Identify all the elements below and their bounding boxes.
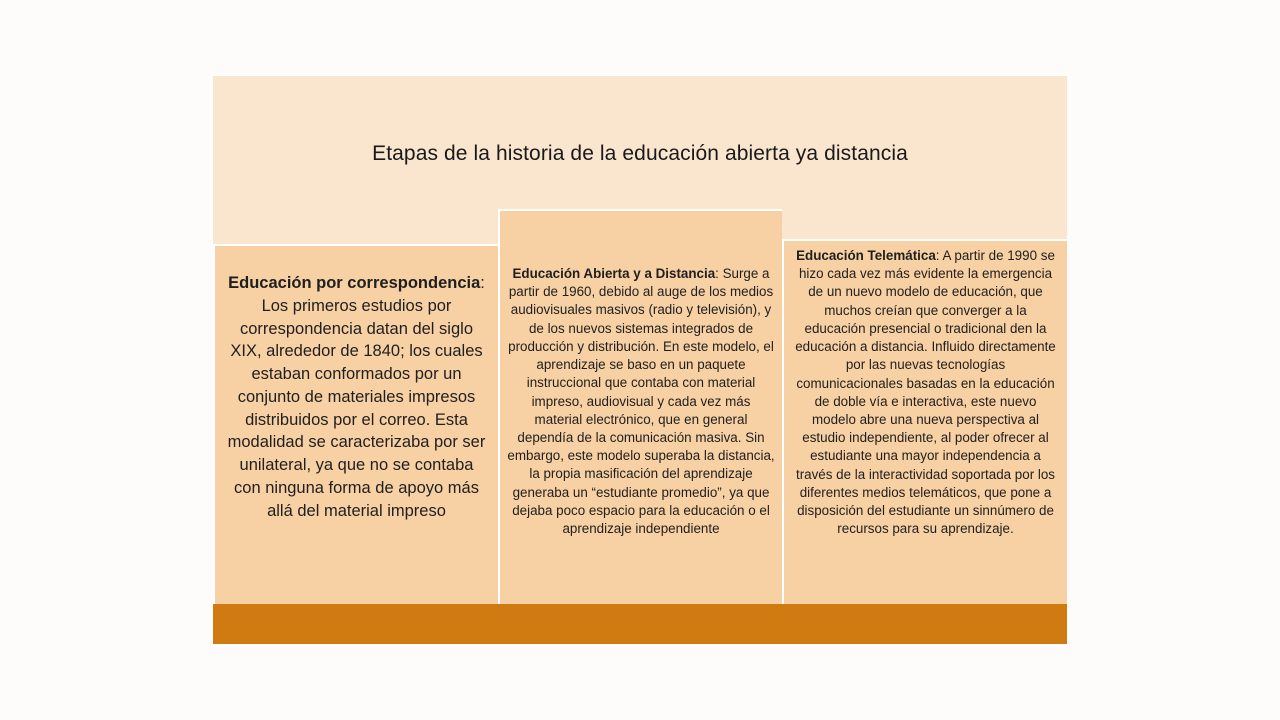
diagram-title: Etapas de la historia de la educación abierta ya distancia [372, 142, 908, 165]
base-bar [213, 604, 1067, 644]
step-title: Educación Abierta y a Distancia [512, 266, 716, 281]
step-title: Educación Telemática [796, 248, 936, 263]
step-body: : A partir de 1990 se hizo cada vez más evidente la emergencia de un nuevo modelo de educación, que muchos creían que converger a la educación presencial o tradicional den la educación a distancia. Influido directamente por las nuevas tecnologías comunicacionales basadas en la educación de doble vía e interactiva, este nuevo modelo abre una nueva perspectiva al estudio independiente, al poder ofrecer al estudiante una mayor independencia a través de la interactividad soportada por los diferentes medios telemáticos, que pone a disposición del estudiante un sinnúmero de recursos para su aprendizaje. [795, 248, 1056, 537]
step-title: Educación por correspondencia [228, 274, 481, 292]
step-body: : Surge a partir de 1960, debido al auge de los medios audiovisuales masivos (radio y televisión), y de los nuevos sistemas integrados de producción y distribución. En este modelo, el aprendizaje se baso en un paquete instruccional que contaba con material impreso, audiovisual y cada vez más material electrónico, que en general dependía de la comunicación masiva. Sin embargo, este modelo superaba la distancia, la propia masificación del aprendizaje generaba un “estudiante promedio”, ya que dejaba poco espacio para la educación o el aprendizaje independiente [507, 266, 775, 537]
step-abierta-distancia [498, 209, 782, 604]
step-telematica [782, 239, 1067, 604]
step-body: : Los primeros estudios por correspondencia datan del siglo XIX, alrededor de 1840; los cuales estaban conformados por un conjunto de materiales impresos distribuidos por el correo. Esta modalidad se caracterizaba por ser unilateral, ya que no se contaba con ninguna forma de apoyo más allá del material impreso [227, 274, 486, 520]
step-correspondencia [213, 244, 498, 604]
